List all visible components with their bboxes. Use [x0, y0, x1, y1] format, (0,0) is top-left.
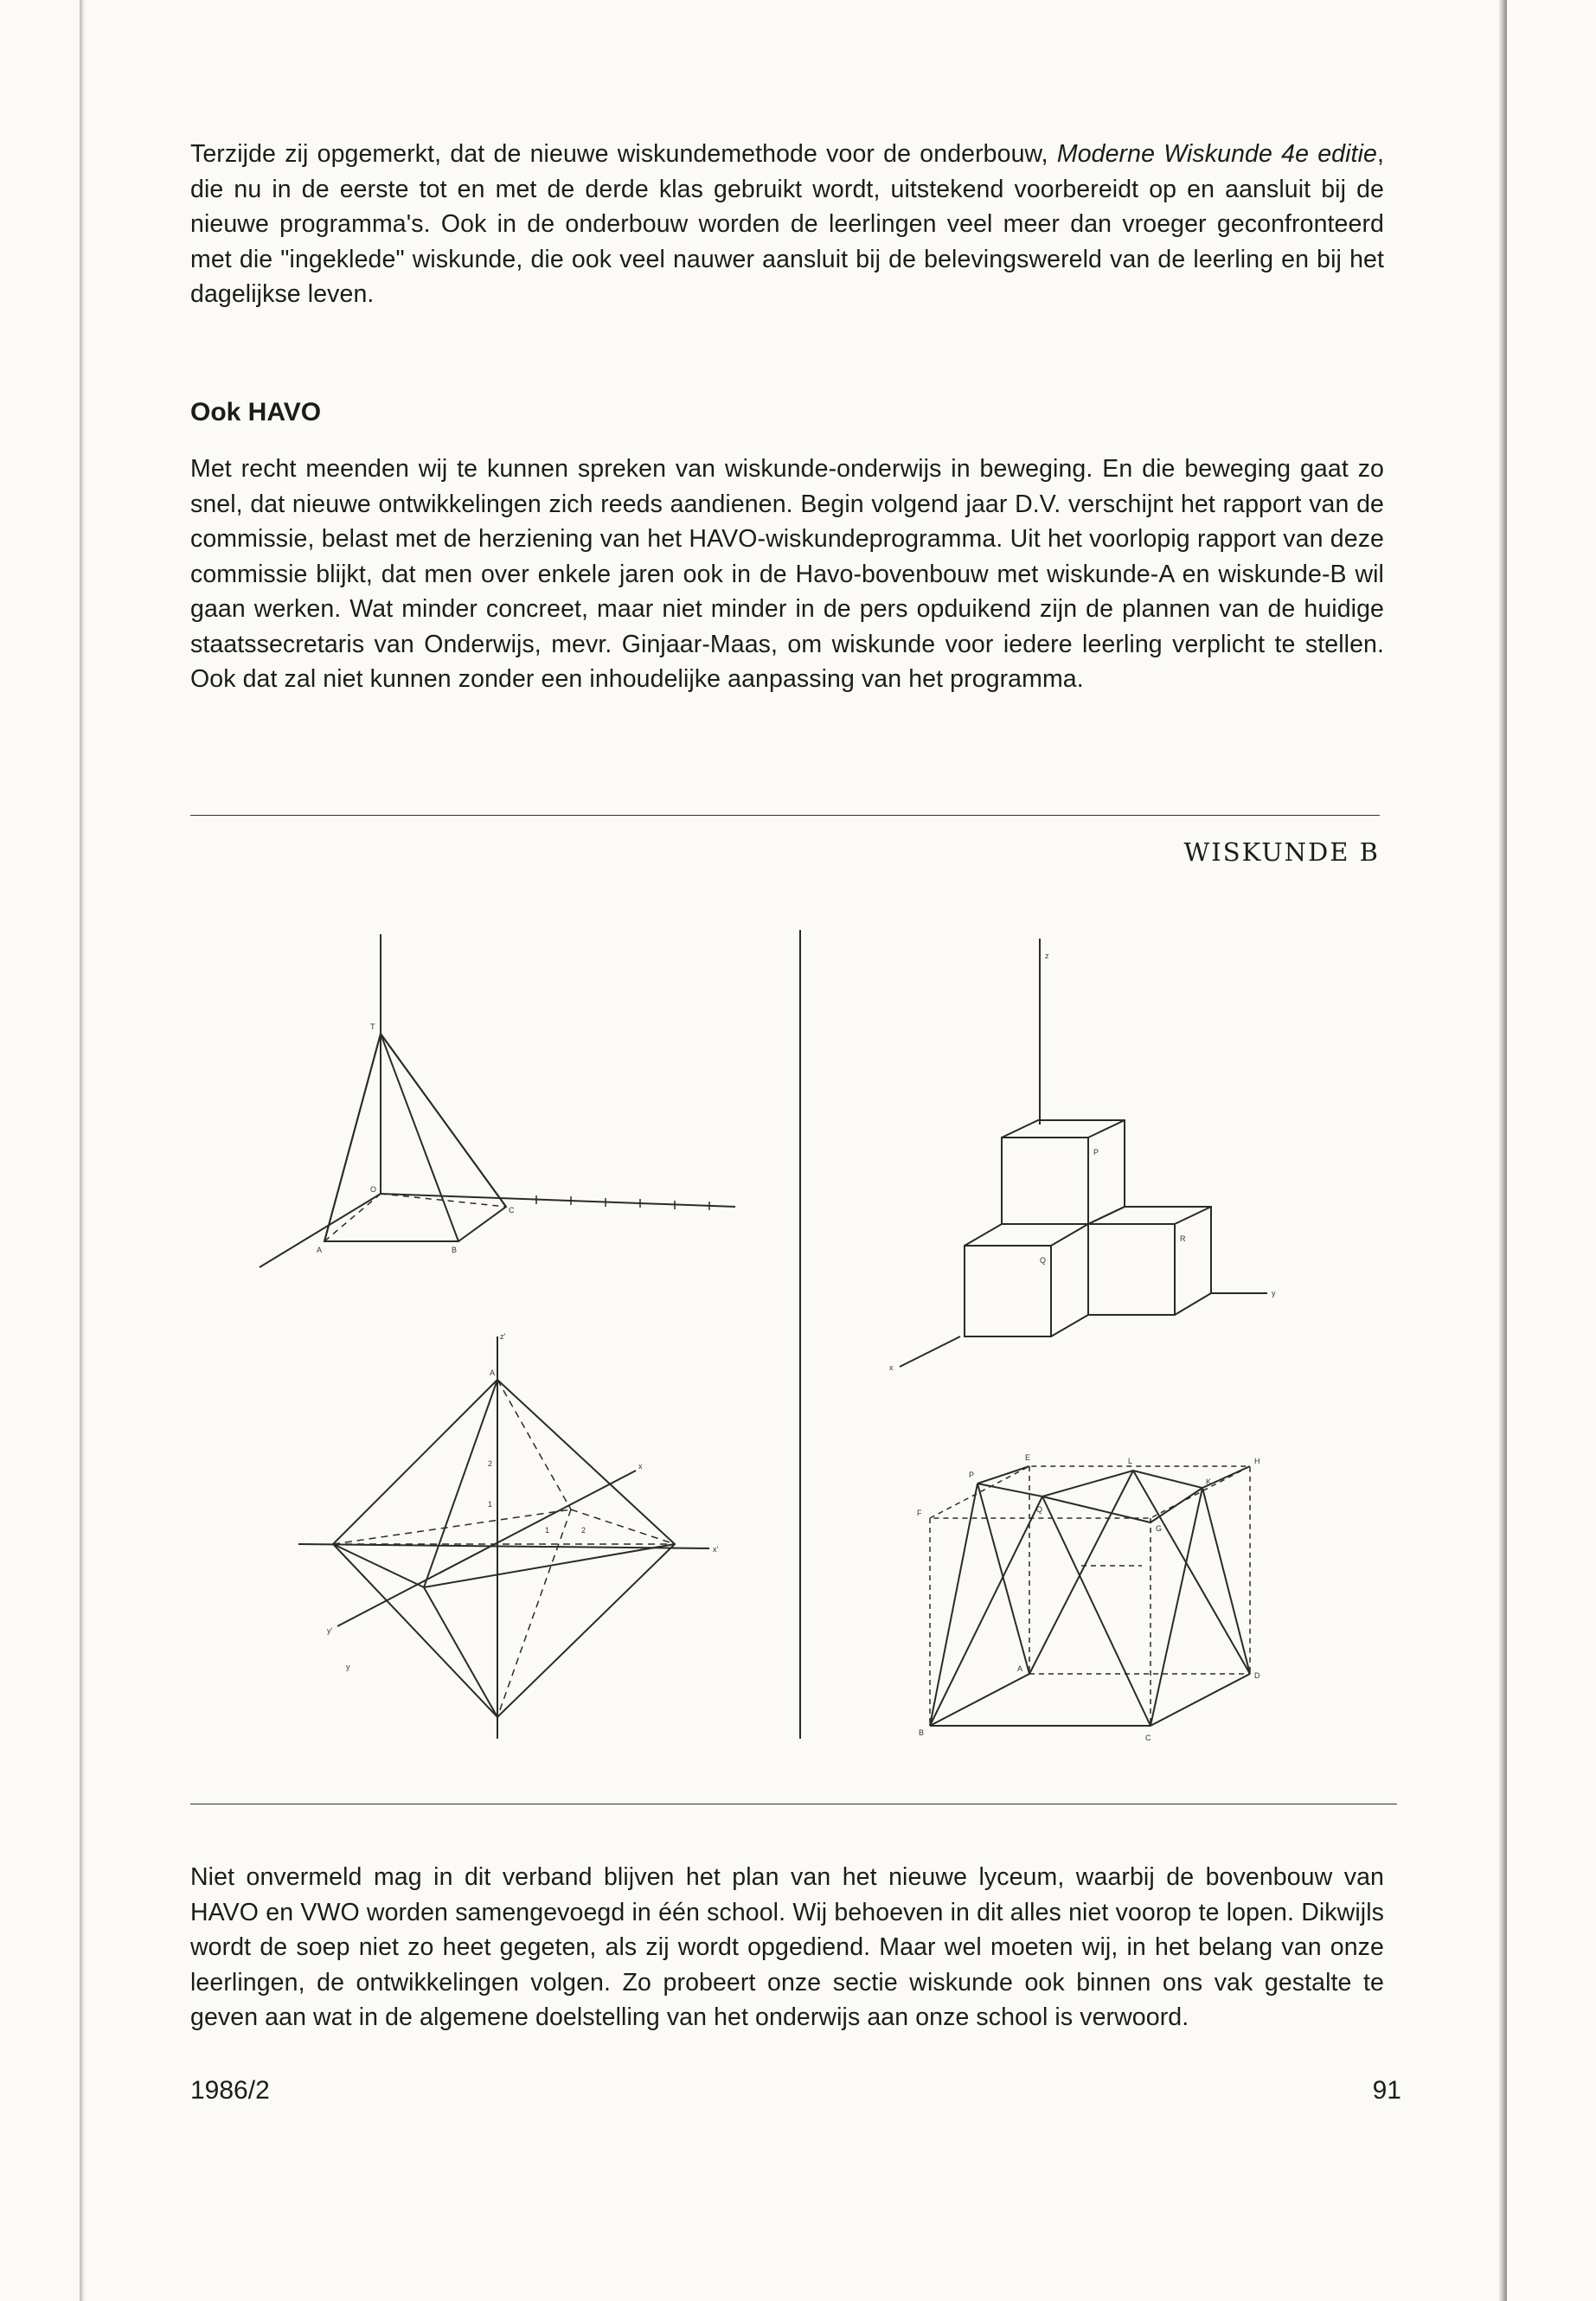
cubes-label-p: P: [1093, 1148, 1099, 1157]
cube-frame-edge-qc: [1042, 1497, 1151, 1726]
octa-label-x: x: [638, 1462, 643, 1471]
octa-edge-front-left: [333, 1544, 424, 1587]
pyramid-label-o: O: [370, 1185, 377, 1194]
cubes-label-r: R: [1180, 1234, 1186, 1243]
figure-point-labels: [317, 952, 1276, 1742]
octa-label-2-upper: 2: [488, 1459, 493, 1468]
pyramid-y-axis: [381, 1194, 735, 1207]
page-number: 91: [1372, 2076, 1401, 2105]
cube-bottom-left: [965, 1224, 1088, 1336]
cubes-x-axis: [900, 1336, 960, 1367]
paragraph-lyceum: Niet onvermeld mag in dit verband blijven het plan van het nieuwe lyceum, waarbij de bovenbouw van HAVO en VWO worden samengevoegd in één school. Wij behoeven in dit alles niet voorop te lopen. Dikwijls wordt de soep niet zo heet gegeten, als zij wordt opgediend. Maar wel moeten wij, in het belang van onze leerlingen, de ontwikkelingen volgen. Zo probeert onze sectie wiskunde ook binnen ons vak gestalte te geven aan wat in de algemene doelstelling van het onderwijs aan onze school is verwoord.: [190, 1863, 1384, 2031]
method-title: Moderne Wiskunde 4e editie: [1056, 140, 1377, 168]
frame-label-h: H: [1254, 1457, 1260, 1465]
octa-label-1-right: 1: [545, 1526, 550, 1535]
cubes-label-z: z: [1045, 952, 1049, 960]
cube-frame-bottom-left: [930, 1674, 1029, 1726]
octa-outline: [333, 1380, 675, 1717]
frame-label-p: P: [969, 1471, 975, 1479]
paragraph-havo: Met recht meenden wij te kunnen spreken van wiskunde-onderwijs in beweging. En die beweging gaat zo snel, dat nieuwe ontwikkelingen zich reeds aandienen. Begin volgend jaar D.V. verschijnt het rapport van de commissie, belast met de herziening van het HAVO-wiskundeprogramma. Uit het voorlopig rapport van deze commissie blijkt, dat men over enkele jaren ook in de Havo-bovenbouw met wiskunde-A en wiskunde-B wil gaan werken. Wat minder concreet, maar niet minder in de pers opduikend zijn de plannen van de huidige staatssecretaris van Onderwijs, mevr. Ginjaar-Maas, om wiskunde voor iedere leerling verplicht te stellen. Ook dat zal niet kunnen zonder een inhoudelijke aanpassing van het programma.: [190, 455, 1384, 693]
pyramid-label-c: C: [509, 1206, 515, 1215]
cubes-figure: [900, 939, 1267, 1367]
paragraph-intro-text-b: , die nu in de eerste tot en met de derde klas gebruikt wordt, uitstekend voorbereidt op en aansluit bij de nieuwe programma's. Ook in de onderbouw worden de leerlingen veel meer dan vroeger geconfronteerd met die "ingeklede" wiskunde, die ook veel nauwer aansluit bij de belevingswereld van de leerling en bij het dagelijkse leven.: [190, 140, 1384, 308]
cube-frame-top-path: [977, 1471, 1202, 1522]
frame-label-a: A: [1017, 1664, 1023, 1673]
frame-label-l: L: [1128, 1457, 1133, 1465]
frame-label-q: Q: [1036, 1505, 1043, 1514]
issue-number: 1986/2: [190, 2076, 270, 2105]
cube-frame-edge-qb: [930, 1497, 1042, 1726]
cubes-label-x: x: [889, 1363, 894, 1372]
cube-frame-edge-kd: [1202, 1488, 1250, 1674]
frame-label-c: C: [1145, 1734, 1151, 1742]
section-heading: Ook HAVO: [190, 398, 322, 426]
paragraph-intro-text-a: Terzijde zij opgemerkt, dat de nieuwe wiskundemethode voor de onderbouw,: [190, 140, 1057, 168]
frame-label-b: B: [919, 1728, 925, 1737]
frame-label-e: E: [1025, 1453, 1031, 1462]
pyramid-label-a: A: [317, 1246, 323, 1254]
cubes-label-q: Q: [1040, 1256, 1047, 1265]
pyramid-figure: [260, 934, 735, 1267]
figure-label: WISKUNDE B: [1183, 837, 1380, 867]
octa-label-z-prime: z': [500, 1332, 506, 1341]
cube-frame-edge-ep: [977, 1466, 1029, 1484]
pyramid-x-axis: [260, 1194, 381, 1267]
octa-label-1-upper: 1: [488, 1500, 493, 1509]
pyramid-edge-tb: [381, 1034, 458, 1241]
pyramid-label-b: B: [452, 1246, 458, 1254]
frame-label-g: G: [1156, 1524, 1163, 1533]
cube-frame-edge-pb: [930, 1484, 977, 1726]
cube-top: [1002, 1120, 1125, 1224]
cube-frame-figure: [930, 1466, 1250, 1726]
octa-label-2-right: 2: [581, 1526, 586, 1535]
cube-bottom-right: [1088, 1207, 1211, 1315]
octa-label-y-prime: y': [327, 1626, 333, 1635]
pyramid-label-t: T: [370, 1022, 375, 1031]
octa-hidden-edges: [333, 1380, 675, 1717]
octa-label-x-prime: x': [713, 1545, 719, 1554]
octahedron-figure: [298, 1336, 709, 1739]
octa-label-a: A: [490, 1368, 496, 1377]
cube-joint-edge: [1051, 1315, 1088, 1336]
frame-label-d: D: [1254, 1671, 1260, 1680]
cube-frame-edge-pa: [977, 1484, 1029, 1674]
cubes-label-y: y: [1272, 1289, 1276, 1298]
frame-label-k: K: [1206, 1477, 1212, 1486]
frame-label-f: F: [917, 1509, 922, 1517]
pyramid-edge-tc: [381, 1034, 506, 1207]
octa-label-y: y: [346, 1663, 350, 1671]
